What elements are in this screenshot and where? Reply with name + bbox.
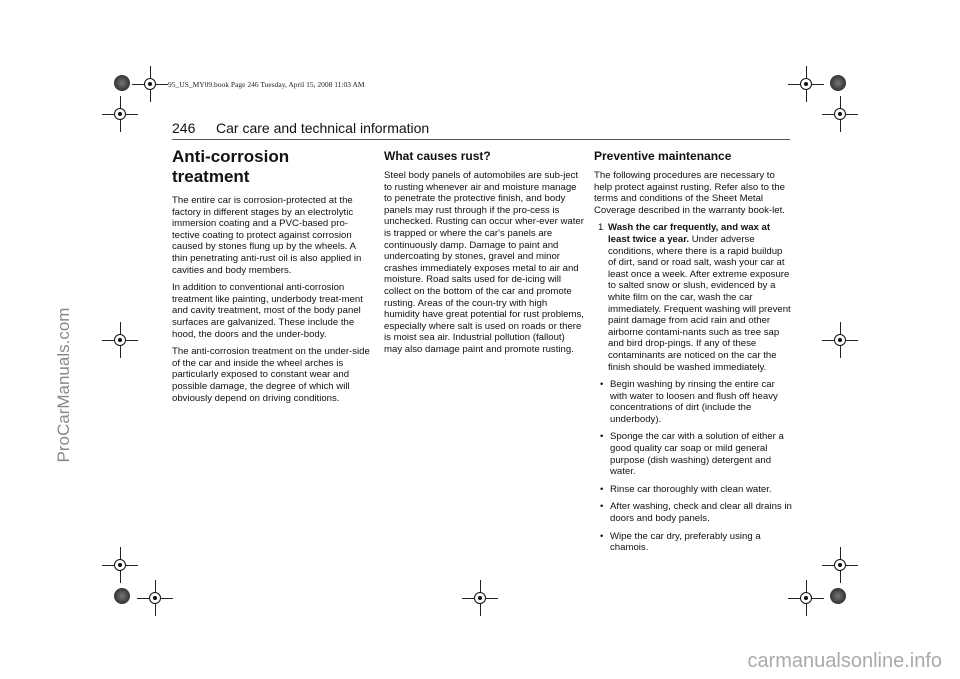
bullet-icon: • [600,483,604,495]
list-item-text: Begin washing by rinsing the entire car with water to loosen and flush off heavy concentrations of dirt (include the underbody). [610,379,778,425]
section-heading-rust: What causes rust? [384,149,491,163]
bullet-icon: • [600,431,604,443]
section-heading-maintenance: Preventive maintenance [594,149,732,163]
bullet-icon: • [600,379,604,391]
paragraph: The entire car is corrosion-protected at the factory in different stages by an electrolytic immersion coating and a PVC-based pro-tective coating to protect against corrosion caused by stones flung up by the wheels. A thin penetrating anti-rust oil is also applied in cavities and body members. [172,195,362,276]
watermark-carmanualsonline: carmanualsonline.info [747,650,942,672]
list-item-text: After washing, check and clear all drains in doors and body panels. [610,501,792,525]
registration-disc-icon [830,75,846,91]
list-item-text: Wipe the car dry, preferably using a chamois. [610,530,761,554]
print-info: 95_US_MY09.book Page 246 Tuesday, April 15, 2008 11:03 AM [168,80,365,89]
bullet-icon: • [600,530,604,542]
list-item [600,431,792,477]
list-item-text: Sponge the car with a solution of either a good quality car soap or mild general purpose (dish washing) detergent and water. [610,431,784,478]
step-number: 1 [598,222,604,234]
paragraph: The following procedures are necessary to help protect against rusting. Refer also to the terms and conditions of the Sheet Metal Coverage described in the warranty book-let. [594,170,785,216]
column-anti-corrosion [172,147,372,410]
page-number: 246 [172,120,196,136]
header-divider [172,139,790,140]
registration-disc-icon [114,588,130,604]
column-preventive-maintenance [594,149,792,560]
heading-line: treatment [172,167,250,186]
step-text: Under adverse conditions, where there is a rapid buildup of dirt, sand or road salt, wash your car at least once a week. After extreme exposure to salted snow or slush, evidenced by a white film on the car, wash the car immediately. Frequent washing will prevent paint damage from acid rain and other airborne contami-nants such as tree sap and bird drop-pings. If any of these contaminants are noticed on the car the finish should be washed immediately. [608,233,791,373]
list-item [600,379,792,425]
list-item [600,531,792,554]
numbered-step [598,222,792,373]
paragraph: The anti-corrosion treatment on the under-side of the car and inside the wheel arches is particularly exposed to constant wear and possible damage, the degree of which will obviously depend on driving conditions. [172,346,370,404]
bullet-icon: • [600,501,604,513]
bullet-list [594,379,792,554]
paragraph: Steel body panels of automobiles are sub-ject to rusting whenever air and moisture manage to penetrate the protective finish, and body panels may rust through if the pro-cess is unchecked. Rusting can occur wher-ever water is trapped or where the car's panels are continuously damp. Damage to paint and undercoating by stones, gravel and minor crashes immediately exposes metal to air and moisture. Road salts used for de-icing will collect on the bottom of the car and promote rusting. Areas of the coun-try with high humidity have great potential for rust problems, especially where salt is used on roads or there is moist sea air. Industrial pollution (fallout) may also damage paint and promote rusting. [384,170,584,355]
page-header-title: Car care and technical information [216,120,430,136]
watermark-procarmanuals: ProCarManuals.com [54,307,73,463]
list-item [600,501,792,524]
list-item [600,484,792,496]
list-item-text: Rinse car thoroughly with clean water. [610,483,772,495]
paragraph: In addition to conventional anti-corrosion treatment like painting, underbody treat-ment and cavity treatment, most of the body panel surfaces are galvanized. These include the hood, the doors and the under-body. [172,282,363,340]
registration-disc-icon [114,75,130,91]
step-body [608,222,792,373]
section-heading-anti-corrosion [172,147,372,187]
step-bold-text: Wash the car frequently, and wax at least twice a year. [608,222,771,245]
registration-disc-icon [830,588,846,604]
column-what-causes-rust [384,149,584,362]
heading-line: Anti-corrosion [172,147,290,166]
